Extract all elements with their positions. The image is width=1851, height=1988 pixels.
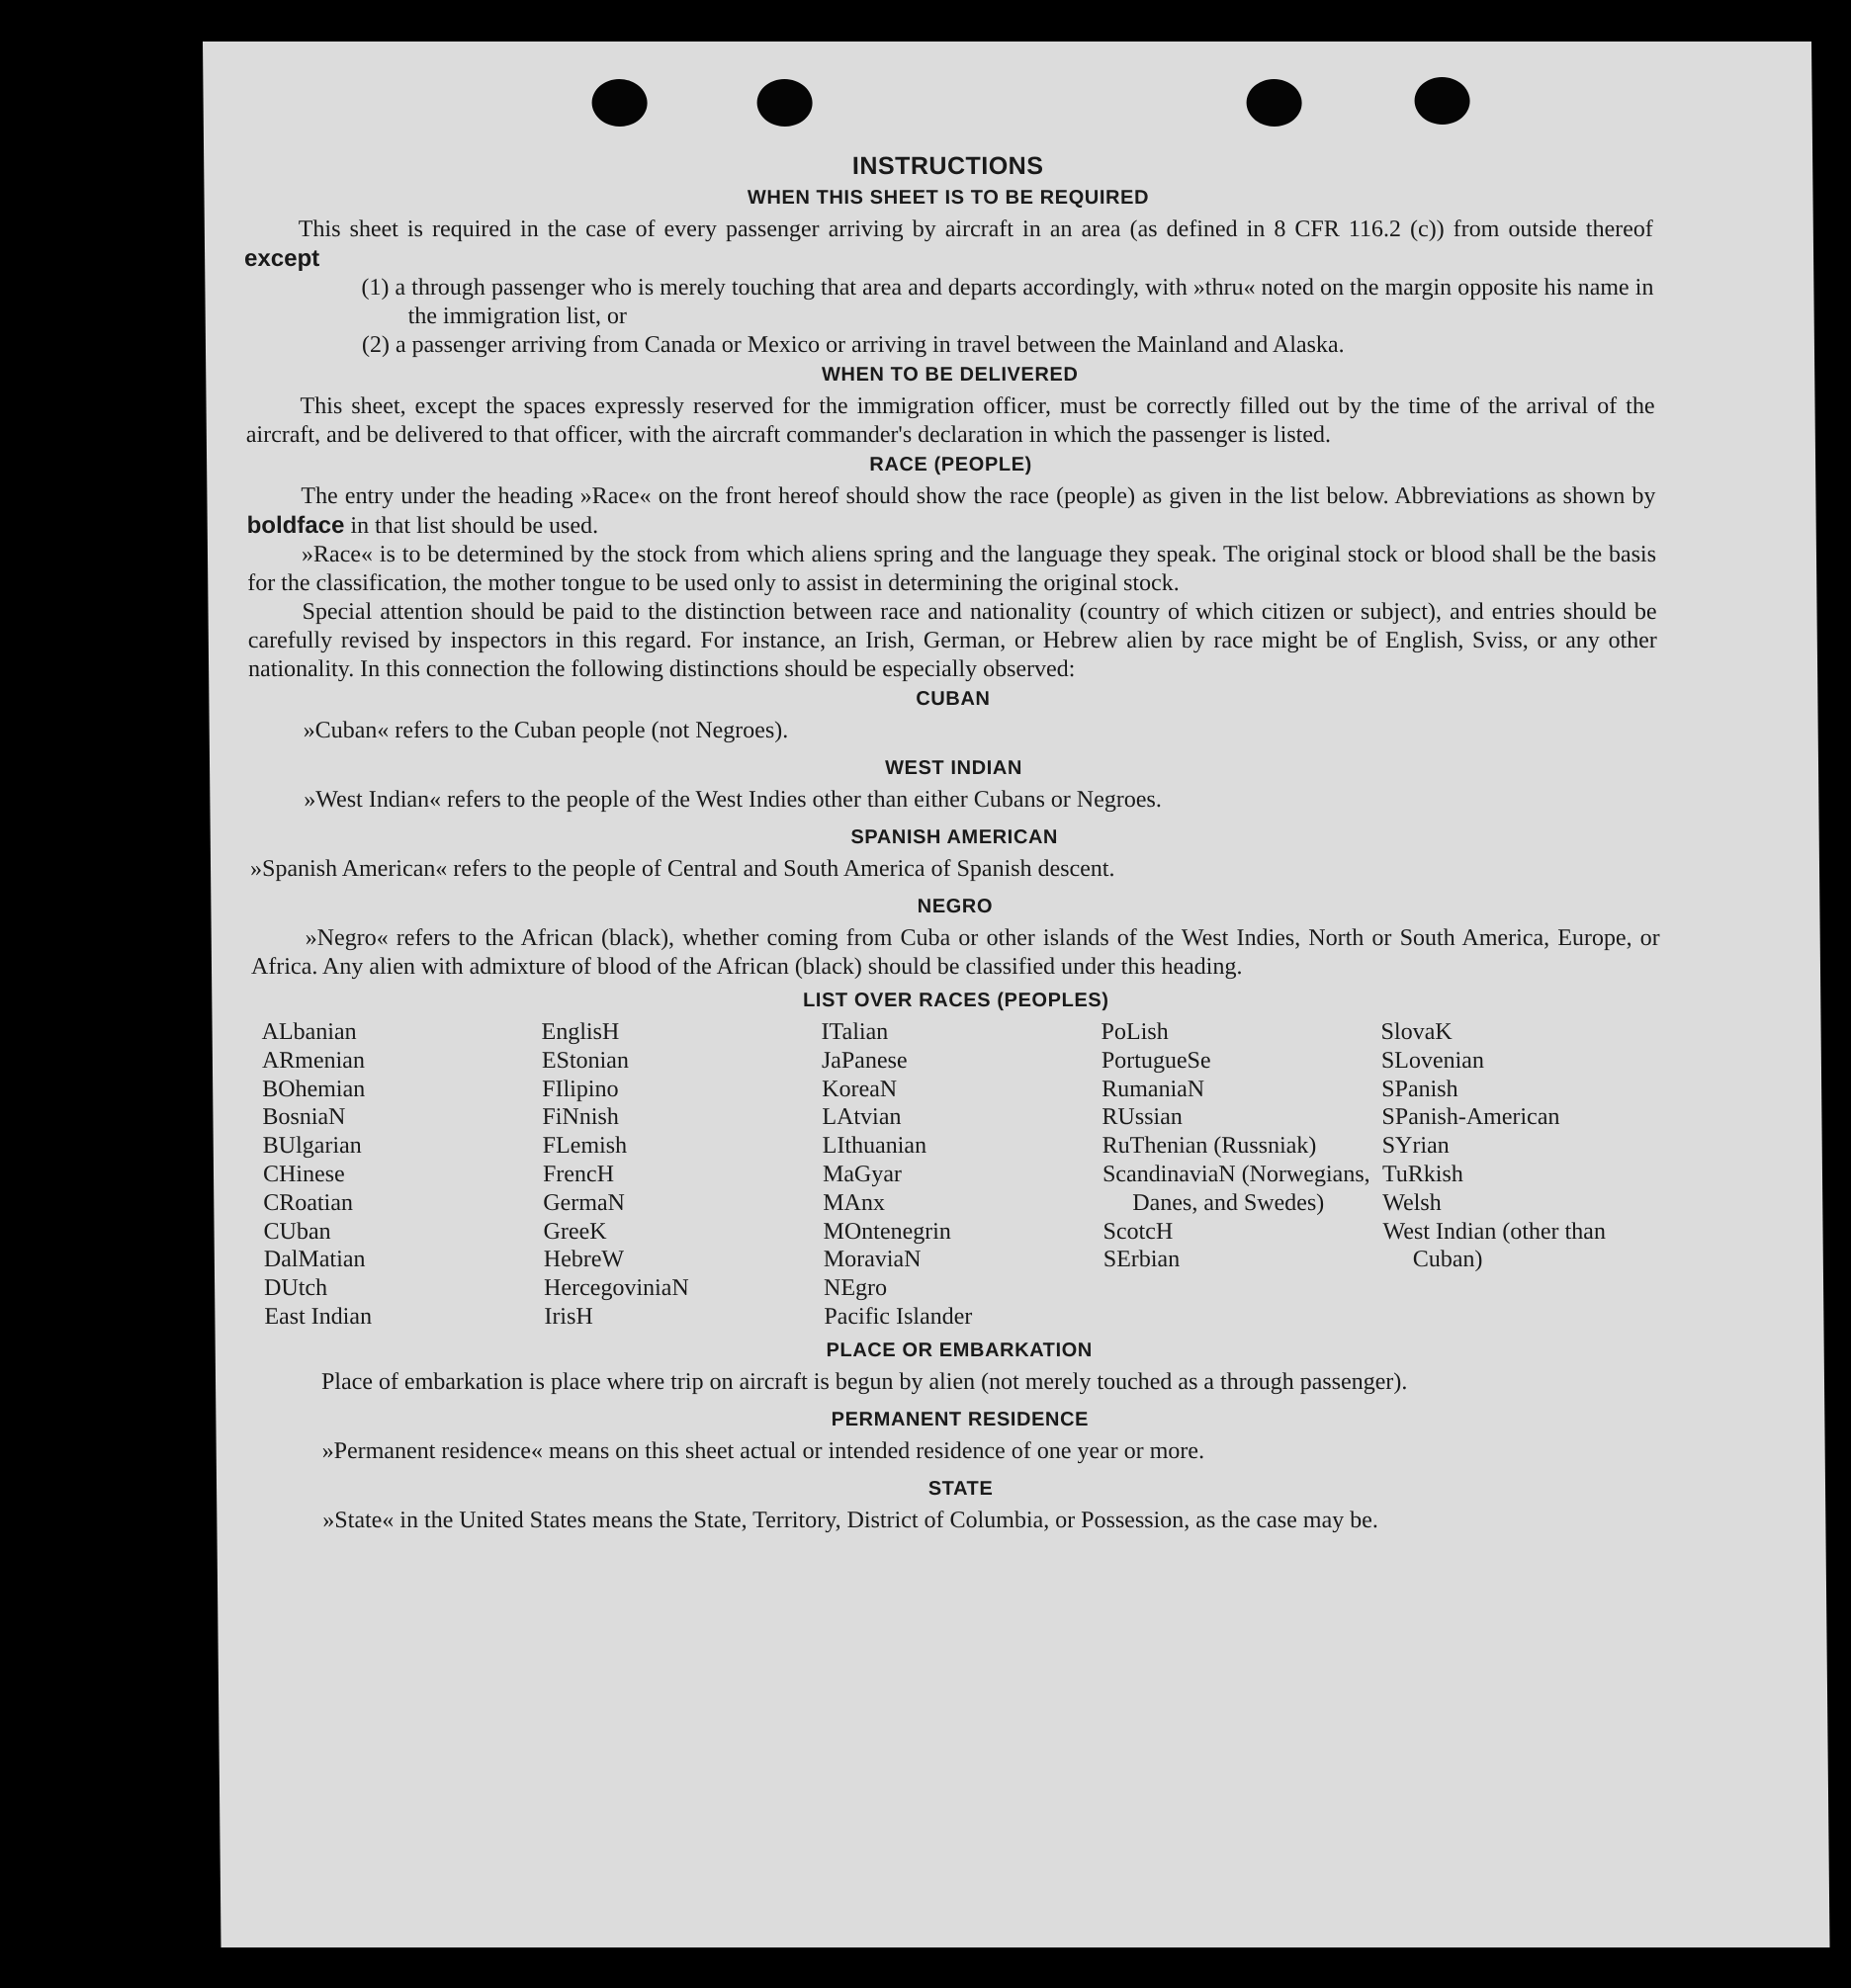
race-list-item: HebreW <box>543 1247 625 1273</box>
race-list-item: SPanish <box>1381 1076 1458 1102</box>
required-intro <box>244 216 1654 274</box>
race-list-item: CUban <box>263 1218 331 1245</box>
race-list-item: CRoatian <box>263 1189 354 1216</box>
race-list-item: NEgro <box>823 1275 888 1302</box>
race-list-item: MAnx <box>823 1189 886 1216</box>
race-list-item: BOhemian <box>262 1076 366 1102</box>
race-list-item: ARmenian <box>261 1047 366 1074</box>
race-list-item: CHinese <box>262 1161 345 1187</box>
instructions-content <box>243 152 1665 1535</box>
punch-hole <box>591 79 647 127</box>
race-list-item: GermaN <box>543 1189 626 1216</box>
section-heading: PLACE OR EMBARKATION <box>826 1339 1094 1361</box>
race-list-item: East Indian <box>264 1303 373 1330</box>
race-list-item: BosniaN <box>262 1104 346 1131</box>
race-list-item: BUlgarian <box>262 1133 362 1160</box>
race-list-item: RumaniaN <box>1102 1076 1205 1102</box>
race-list-item: FiNnish <box>542 1104 619 1131</box>
race-list <box>261 1018 1663 1332</box>
section-heading: RACE (PEOPLE) <box>869 454 1032 475</box>
race-list-item: Welsh <box>1382 1189 1442 1216</box>
cuban-text: »Cuban« refers to the Cuban people (not Negroes). <box>303 718 789 743</box>
boldface-word: boldface <box>246 512 345 539</box>
race-p1-after: in that list should be used. <box>350 513 599 539</box>
race-list-item: EnglisH <box>541 1019 620 1045</box>
race-list-item: EStonian <box>541 1047 630 1074</box>
race-list-item: SYrian <box>1381 1133 1450 1160</box>
race-list-item: LIthuanian <box>822 1133 927 1160</box>
race-list-item: ScandinaviaN (Norwegians, Danes, and Swedes) <box>1102 1161 1370 1216</box>
embarkation-text: Place of embarkation is place where trip on aircraft is begun by alien (not merely touched as a through passenger). <box>320 1368 1408 1395</box>
required-item-2: (2) a passenger arriving from Canada or Mexico or arriving in travel between the Mainland and Alaska. <box>361 332 1345 358</box>
race-list-item: SlovaK <box>1380 1019 1453 1045</box>
race-paragraph-2: »Race« is to be determined by the stock from which aliens spring and the language they speak. The original stock or blood shall be the basis for the classification, the mother tongue to be used only to assist in determining the original stock. <box>247 542 1657 596</box>
section-heading: NEGRO <box>917 896 994 917</box>
except-label: except <box>243 245 320 272</box>
race-list-item: DalMatian <box>263 1247 366 1273</box>
punch-hole <box>1246 79 1301 127</box>
race-list-item: MoraviaN <box>823 1247 922 1273</box>
race-list-column <box>261 1018 544 1332</box>
race-list-item: PoLish <box>1101 1019 1169 1045</box>
race-paragraph-1 <box>246 482 1656 541</box>
race-list-item: Pacific Islander <box>824 1303 973 1330</box>
punch-hole <box>1414 77 1469 125</box>
section-heading: WHEN THIS SHEET IS TO BE REQUIRED <box>747 187 1150 209</box>
west-indian-text: »West Indian« refers to the people of the West Indies other than either Cubans or Negroes. <box>304 787 1162 813</box>
required-item-1: (1) a through passenger who is merely touching that area and departs accordingly, with »thru« noted on the margin opposite his name in the immigration list, or <box>361 275 1654 329</box>
race-list-item: MOntenegrin <box>823 1218 951 1245</box>
race-list-item: TuRkish <box>1381 1161 1463 1187</box>
race-list-item: FIlipino <box>542 1076 619 1102</box>
race-list-item: ITalian <box>821 1019 889 1045</box>
race-list-item: HercegoviniaN <box>543 1275 689 1302</box>
race-list-column <box>1101 1018 1383 1332</box>
race-list-item: PortugueSe <box>1101 1047 1211 1074</box>
document-page <box>203 42 1830 1947</box>
race-list-item: KoreaN <box>822 1076 898 1102</box>
section-heading: WEST INDIAN <box>885 757 1023 779</box>
race-list-column <box>1380 1018 1663 1332</box>
race-list-column <box>821 1018 1103 1332</box>
race-list-item: MaGyar <box>822 1161 903 1187</box>
residence-text: »Permanent residence« means on this sheet actual or intended residence of one year or more. <box>321 1437 1205 1464</box>
race-list-column <box>541 1018 824 1332</box>
race-list-item: West Indian (other than Cuban) <box>1382 1218 1607 1273</box>
negro-text: »Negro« refers to the African (black), whether coming from Cuba or other islands of the West Indies, North or South America, Europe, or Africa. Any alien with admixture of blood of the African (black) should be classified under this heading. <box>250 925 1660 980</box>
race-list-item: FLemish <box>542 1133 628 1160</box>
race-list-item: ScotcH <box>1102 1218 1174 1245</box>
race-list-item: SPanish-American <box>1381 1104 1560 1131</box>
delivered-text: This sheet, except the spaces expressly reserved for the immigration officer, must be correctly filled out by the time of the arrival of the aircraft, and be delivered to that officer, with the aircraft commander's declaration in which the passenger is listed. <box>245 393 1655 448</box>
race-list-item: ALbanian <box>261 1019 357 1045</box>
race-list-item: DUtch <box>263 1275 328 1302</box>
race-p1-before: The entry under the heading »Race« on the front hereof should show the race (people) as given in the list below. Abbreviations as shown by <box>301 483 1656 509</box>
required-intro-text: This sheet is required in the case of every passenger arriving by aircraft in an area (as defined in 8 CFR 116.2 (c)) from outside thereof <box>298 216 1653 242</box>
race-paragraph-3: Special attention should be paid to the distinction between race and nationality (country of which citizen or subject), and entries should be carefully revised by inspectors in this regard. For instance, an Irish, German, or Hebrew alien by race might be of English, Sviss, or any other nationality. In this connection the following distinctions should be especially observed: <box>247 599 1657 682</box>
state-text: »State« in the United States means the State, Territory, District of Columbia, or Possession, as the case may be. <box>322 1507 1378 1533</box>
race-list-item: GreeK <box>543 1218 607 1245</box>
section-heading: WHEN TO BE DELIVERED <box>821 364 1079 386</box>
section-heading: SPANISH AMERICAN <box>850 826 1059 848</box>
race-list-item: SLovenian <box>1380 1047 1485 1074</box>
punch-hole <box>756 79 812 127</box>
page-title: INSTRUCTIONS <box>851 152 1044 180</box>
race-list-item: LAtvian <box>822 1104 902 1131</box>
section-heading: CUBAN <box>916 688 991 710</box>
race-list-item: RuThenian (Russniak) <box>1102 1133 1317 1160</box>
race-list-item: RUssian <box>1102 1104 1183 1131</box>
section-heading: PERMANENT RESIDENCE <box>831 1408 1090 1430</box>
section-heading: STATE <box>927 1477 994 1500</box>
section-heading: LIST OVER RACES (PEOPLES) <box>802 990 1109 1011</box>
spanish-american-text: »Spanish American« refers to the people of Central and South America of Spanish descent. <box>249 856 1115 882</box>
race-list-item: FrencH <box>542 1161 615 1187</box>
race-list-item: IrisH <box>544 1303 593 1330</box>
race-list-item: SErbian <box>1102 1247 1181 1273</box>
race-list-item: JaPanese <box>821 1047 908 1074</box>
